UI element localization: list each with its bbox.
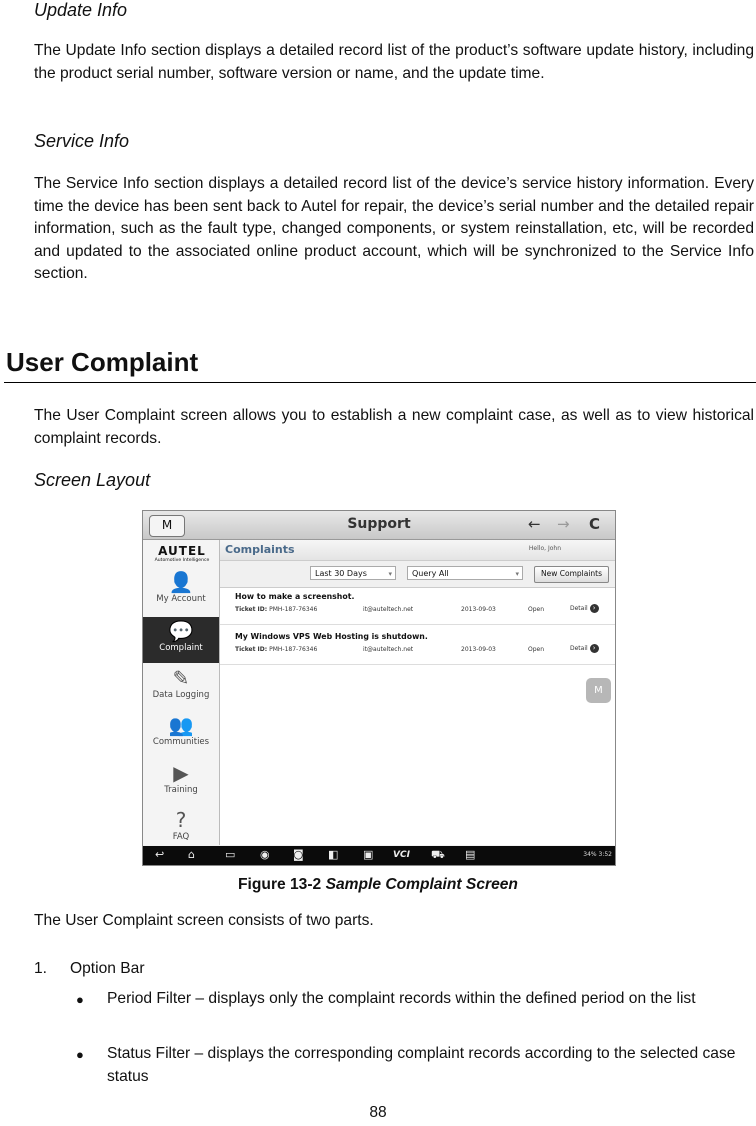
- forward-icon[interactable]: →: [557, 515, 570, 533]
- top-bar: [143, 511, 615, 540]
- complaint-row[interactable]: How to make a screenshot. Ticket ID: PMH-187-76346 it@auteltech.net 2013-09-03 Open Detail ›: [220, 588, 615, 625]
- main-panel: [220, 540, 615, 845]
- list-item: Option Bar: [70, 960, 145, 977]
- dropdown-icon: ▾: [388, 570, 392, 578]
- complaint-title: My Windows VPS Web Hosting is shutdown.: [235, 632, 428, 641]
- sidebar-item-my-account[interactable]: 👤 My Account: [143, 568, 219, 614]
- training-icon: ▶: [173, 761, 189, 785]
- floating-m-button[interactable]: M: [586, 678, 611, 703]
- complaint-icon: 💬: [168, 619, 194, 643]
- sidebar-item-data-logging[interactable]: ✎ Data Logging: [143, 664, 219, 710]
- car-icon[interactable]: ⛟: [431, 848, 445, 861]
- dropdown-icon: ▾: [515, 570, 519, 578]
- sidebar-item-faq[interactable]: ? FAQ: [143, 806, 219, 852]
- autel-logo: AUTEL Automotive Intelligence: [154, 544, 210, 563]
- vci-icon[interactable]: VCI: [393, 850, 410, 860]
- browser-icon[interactable]: ◉: [260, 848, 270, 861]
- service-info-text: The Service Info section displays a detailed record list of the device’s service history information. Every time the device has been sent back to Autel for repair, the device’s serial number and the detailed repair information, such as the fault type, changed components, or system reinstallation, etc, will be recorded and updated to the associated online product account, which will be synchronized to the Service Info section.: [34, 175, 754, 282]
- status-bar: 34% 3:52: [583, 851, 612, 858]
- user-car-icon[interactable]: ▤: [465, 848, 476, 861]
- faq-icon: ?: [175, 808, 187, 832]
- screen-title: Support: [347, 516, 411, 532]
- user-complaint-text: The User Complaint screen allows you to establish a new complaint case, as well as to view historical complaint records.: [34, 407, 754, 447]
- update-info-text: The Update Info section displays a detailed record list of the product’s software update history, including the product serial number, software version or name, and the update time.: [34, 42, 754, 82]
- home-button[interactable]: M: [149, 515, 185, 537]
- new-complaints-button[interactable]: New Complaints: [534, 566, 609, 583]
- figure-caption: Figure 13-2 Sample Complaint Screen: [238, 876, 518, 893]
- parts-intro: The User Complaint screen consists of two parts.: [34, 912, 374, 929]
- heading-rule: [4, 382, 756, 383]
- update-info-heading: Update Info: [34, 0, 128, 20]
- chevron-right-icon: ›: [590, 604, 599, 613]
- sidebar-item-training[interactable]: ▶ Training: [143, 759, 219, 805]
- section-header: [220, 540, 615, 561]
- m-icon[interactable]: ▣: [363, 848, 374, 861]
- detail-link[interactable]: Detail ›: [570, 644, 599, 653]
- home-icon[interactable]: ⌂: [188, 848, 195, 861]
- refresh-icon[interactable]: C: [589, 515, 601, 533]
- person-icon: 👤: [168, 570, 194, 594]
- service-info-heading: Service Info: [34, 131, 130, 151]
- user-complaint-heading: User Complaint: [6, 347, 199, 377]
- camera-icon[interactable]: ◙: [293, 848, 304, 861]
- sidebar-item-complaint[interactable]: 💬 Complaint: [143, 617, 219, 663]
- option-bar: [220, 561, 615, 588]
- data-logging-icon: ✎: [172, 666, 190, 690]
- complaint-title: How to make a screenshot.: [235, 592, 355, 601]
- section-title: Complaints: [225, 543, 295, 556]
- complaint-screenshot: [142, 510, 616, 866]
- status-filter[interactable]: Query All ▾: [407, 566, 523, 580]
- screen-layout-heading: Screen Layout: [34, 470, 151, 490]
- sidebar: [143, 540, 220, 845]
- detail-link[interactable]: Detail ›: [570, 604, 599, 613]
- chevron-right-icon: ›: [590, 644, 599, 653]
- user-greeting: Hello, John: [528, 545, 561, 552]
- complaint-row[interactable]: My Windows VPS Web Hosting is shutdown. Ticket ID: PMH-187-76346 it@auteltech.net 2013-09-03 Open Detail ›: [220, 628, 615, 665]
- bullet-text: Period Filter – displays only the complaint records within the defined period on the list: [107, 990, 696, 1007]
- volume-icon[interactable]: ◧: [328, 848, 339, 861]
- recent-apps-icon[interactable]: ▭: [225, 848, 236, 861]
- android-nav-bar: [143, 846, 615, 865]
- bullet-text: Status Filter – displays the corresponding complaint records according to the selected case status: [107, 1045, 736, 1085]
- period-filter[interactable]: Last 30 Days ▾: [310, 566, 396, 580]
- communities-icon: 👥: [168, 713, 194, 737]
- page-number: 88: [369, 1104, 387, 1121]
- sidebar-item-communities[interactable]: 👥 Communities: [143, 711, 219, 757]
- back-icon[interactable]: ↩: [155, 848, 165, 861]
- list-number: 1.: [34, 960, 48, 977]
- bullet-icon: ●: [76, 1047, 84, 1062]
- back-icon[interactable]: ←: [528, 515, 541, 533]
- bullet-icon: ●: [76, 992, 84, 1007]
